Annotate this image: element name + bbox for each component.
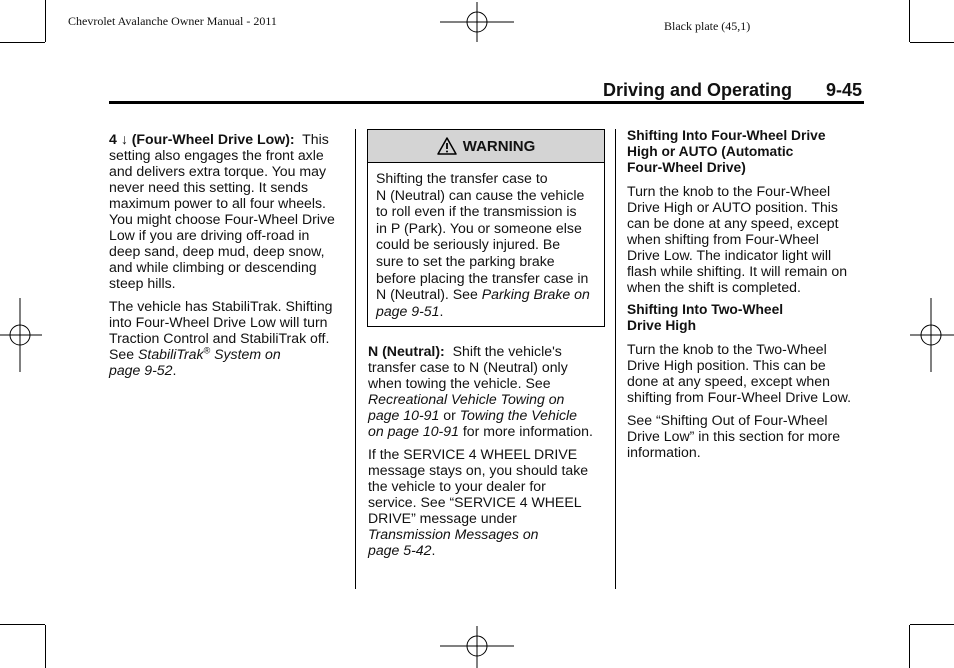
heading-four-high: Shifting Into Four-Wheel Drive High or AUTO (Automatic Four-Wheel Drive) — [627, 128, 826, 175]
text-line: could be seriously injured. Be — [376, 236, 561, 253]
rv-towing-link[interactable]: Recreational Vehicle Towing on page 10-91 — [368, 391, 565, 423]
crop-mark — [910, 624, 954, 625]
text-line: deep sand, deep mud, deep snow, — [109, 243, 325, 259]
warning-triangle-icon — [437, 137, 457, 155]
text-line: The vehicle has StabiliTrak. Shifting — [109, 298, 333, 314]
warning-title: WARNING — [462, 137, 536, 155]
crop-mark — [909, 0, 910, 42]
text-line: maximum power to all four wheels. — [109, 195, 326, 211]
two-high-paragraph — [627, 341, 867, 405]
text-line: DRIVE” message under — [368, 510, 517, 526]
text-line: Traction Control and StabiliTrak off. — [109, 330, 330, 346]
text-line: sure to set the parking brake — [376, 252, 555, 269]
header-rule — [109, 101, 864, 104]
registration-mark-icon — [440, 2, 514, 42]
crop-mark — [910, 42, 954, 43]
column-2 — [368, 343, 608, 565]
text-line: Shifting the transfer case to — [376, 170, 548, 186]
plate-label: Black plate (45,1) — [664, 19, 751, 33]
text-line: Turn the knob to the Four-Wheel — [627, 183, 831, 199]
or-text: or — [439, 407, 460, 423]
text-line: into Four-Wheel Drive Low will turn — [109, 314, 328, 330]
four-wheel-low-paragraph — [109, 131, 349, 291]
manual-title: Chevrolet Avalanche Owner Manual - 2011 — [68, 14, 277, 28]
see-text: See — [109, 346, 135, 362]
text-line: never need this setting. It sends — [109, 179, 308, 195]
text-line: You might choose Four-Wheel Drive — [109, 211, 335, 227]
crop-mark — [909, 625, 910, 668]
period: . — [431, 542, 436, 558]
text-line: the vehicle to your dealer for — [368, 478, 546, 494]
crop-mark — [45, 0, 46, 42]
text-line: service. See “SERVICE 4 WHEEL — [368, 494, 582, 510]
warning-box — [367, 129, 605, 327]
text-line: when towing the vehicle. See — [368, 375, 551, 391]
text-line: before placing the transfer case in — [376, 269, 589, 286]
neutral-first-text: Shift the vehicle's — [452, 343, 562, 359]
heading-two-high: Shifting Into Two-Wheel Drive High — [627, 302, 784, 333]
warning-body — [368, 163, 604, 319]
column-divider — [615, 129, 616, 589]
text-line: Drive High position. This can be — [627, 357, 826, 373]
page-number: 9-45 — [826, 80, 863, 100]
text-line: See “Shifting Out of Four-Wheel — [627, 412, 828, 428]
service-paragraph — [368, 446, 608, 558]
more-info-text: for more information. — [458, 423, 593, 439]
text-line: flash while shifting. It will remain on — [627, 263, 848, 279]
four-low-first-text: This — [302, 131, 329, 147]
column-1 — [109, 131, 349, 385]
text-line: Low if you are driving off-road in — [109, 227, 310, 243]
period: . — [439, 302, 444, 319]
crop-mark — [0, 42, 45, 43]
neutral-term: N (Neutral): — [368, 343, 445, 359]
column-divider — [355, 129, 356, 589]
text-line: can be done at any speed, except — [627, 215, 839, 231]
text-line: N (Neutral) can cause the vehicle — [376, 186, 585, 203]
text-line: steep hills. — [109, 275, 176, 291]
text-line: to roll even if the transmission is — [376, 203, 577, 220]
warning-header — [368, 130, 604, 163]
section-title: Driving and Operating — [603, 80, 793, 100]
text-line: Drive Low. The indicator light will — [627, 247, 832, 263]
crop-mark — [45, 625, 46, 668]
registration-mark-icon — [440, 626, 514, 668]
stabilitrak-paragraph — [109, 298, 349, 378]
stabilitrak-link[interactable]: StabiliTrak® System on page 9-52 — [109, 345, 281, 378]
period: . — [172, 362, 177, 378]
text-line: in P (Park). You or someone else — [376, 219, 582, 236]
text-line: If the SERVICE 4 WHEEL DRIVE — [368, 446, 578, 462]
four-low-label: 4 — [109, 131, 117, 147]
text-line: and delivers extra torque. You may — [109, 163, 327, 179]
text-line: N (Neutral). See — [376, 286, 482, 303]
transmission-messages-link[interactable]: Transmission Messages on page 5-42 — [368, 526, 539, 558]
text-line: Drive Low” in this section for more — [627, 428, 841, 444]
text-line: Turn the knob to the Two-Wheel — [627, 341, 827, 357]
four-low-term: (Four-Wheel Drive Low): — [131, 131, 295, 147]
text-line: when shifting from Four-Wheel — [627, 231, 819, 247]
four-low-arrow-icon: ↓ — [120, 131, 128, 147]
parking-brake-link[interactable]: Parking Brake on page 9-51 — [376, 286, 590, 319]
four-high-paragraph — [627, 183, 867, 295]
crop-mark — [0, 624, 45, 625]
text-line: transfer case to N (Neutral) only — [368, 359, 568, 375]
column-3 — [627, 128, 867, 467]
text-line: information. — [627, 444, 701, 460]
text-line: Drive High or AUTO position. This — [627, 199, 838, 215]
neutral-paragraph — [368, 343, 608, 439]
text-line: and while climbing or descending — [109, 259, 317, 275]
text-line: done at any speed, except when — [627, 373, 830, 389]
towing-vehicle-link[interactable]: Towing the Vehicle on page 10-91 — [368, 407, 577, 439]
registration-mark-icon — [910, 298, 954, 372]
text-line: setting also engages the front axle — [109, 147, 324, 163]
text-line: shifting from Four-Wheel Drive Low. — [627, 389, 852, 405]
see-shifting-paragraph — [627, 412, 867, 460]
text-line: when the shift is completed. — [627, 279, 801, 295]
text-line: message stays on, you should take — [368, 462, 589, 478]
registration-mark-icon — [0, 298, 42, 372]
